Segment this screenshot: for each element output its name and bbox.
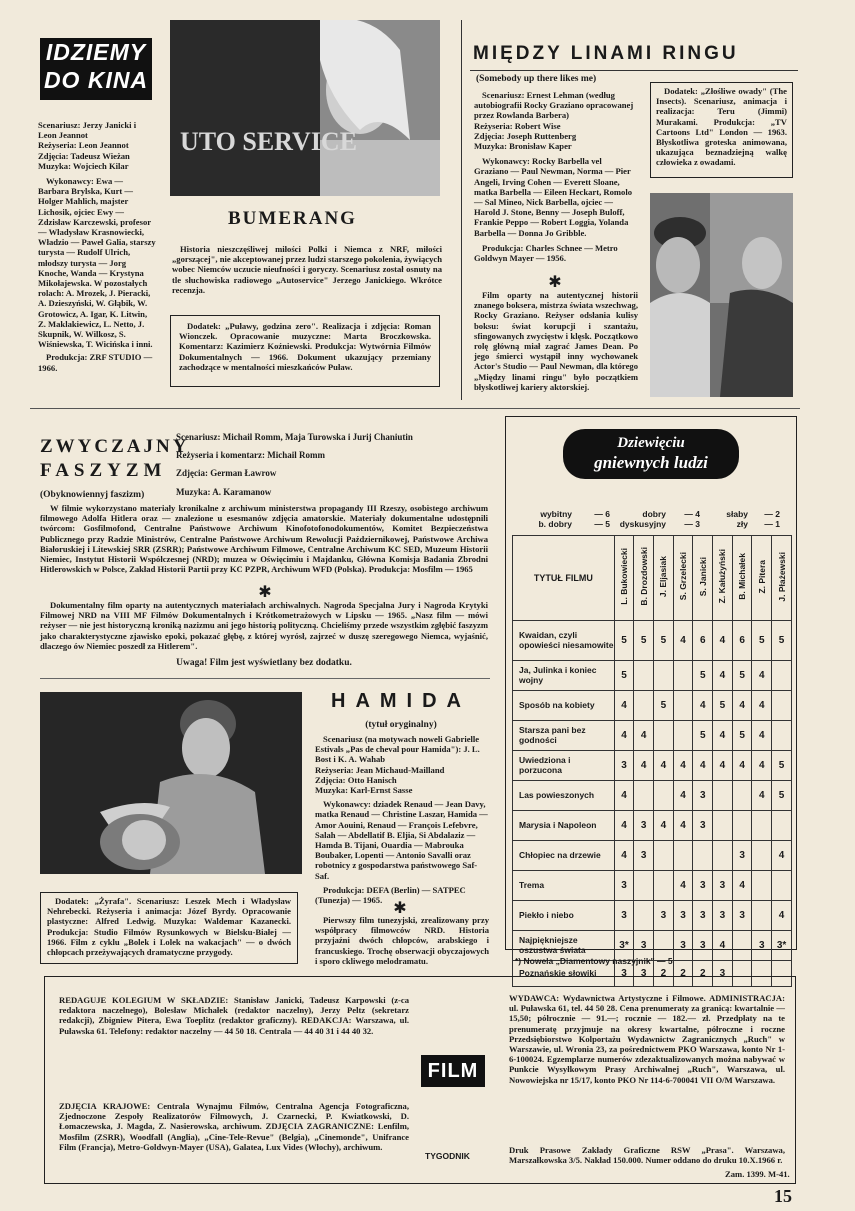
score-cell: 4 [772,901,792,931]
score-cell: 3 [654,901,674,931]
score-cell: 3 [614,751,634,781]
film-title-cell: Najpiękniejsze oszustwa świata [513,931,615,961]
score-cell: 5 [772,751,792,781]
logo-line-2: DO KINA [43,67,149,93]
critic-header [673,536,693,621]
legend-value-number: 2 [775,509,780,519]
hamida-review: Pierwszy film tunezyjski, zrealizowany przy współpracy filmowców NRD. Historia przyjaźni dwóch chłopców, arabskiego i francuskiego. Trochę obserwacji obyczajowych i sporo ckliwego melodramatu. [315,915,489,966]
ratings-body [513,621,792,987]
footer-printer: Druk Prasowe Zakłady Graficzne RSW „Prasa". Warszawa, Marszałkowska 3/5. Nakład 150.000. Numer oddano do druku 10.X.1966 r. [509,1145,785,1166]
footer-photos: ZDJĘCIA KRAJOWE: Centrala Wynajmu Filmów, Centralna Agencja Fotograficzna, Zjednoczone Zespoły Realizatorów Filmowych, J. Czarnecki, P. Kwiatkowski, D. Łomaczewska, J. Magda, Z. Nasierowska, archiwum. ZDJĘCIA ZAGRANICZNE: Lenfilm, Mosfilm (ZSRR), Woodfall (Anglia), „Cine-Tele-Revue" (Belgia), „Cinemonde", Unifrance Film (Francja), Metro-Goldwyn-Mayer (USA), Galatea, Lux Vides (Włochy), archiwum. [59,1101,409,1152]
score-cell [673,691,693,721]
score-cell [752,901,772,931]
score-cell [752,871,772,901]
critic-name: S. Janicki [697,556,708,597]
middle-section-rule [40,678,490,679]
score-cell [634,691,654,721]
score-cell: 4 [614,691,634,721]
score-cell: 3 [732,901,752,931]
ring-credits-column [474,90,638,263]
faszyzm-review: Dokumentalny film oparty na autentycznych materiałach archiwalnych. Nagroda Specjalna Jury i Nagroda Krytyki Filmowej NRD na VIII MF Filmów Dokumentalnych i Krótkometrażowych w Lipsku — 1965. „Nasz film — mówi reżyser — nie jest historyczną kroniką nazizmu ani jego historią polityczną. Chcieliśmy przede wszystkim zgłębić faszyzm jako charakterystyczne zjawisko epoki, pokazać głębę, z której wyrósł, zajrzeć w duszę szeregowego Niemca, wyjaśnić, dlaczego ów Niemiec poszedł za Hitlerem". [40,600,488,651]
score-cell: 4 [772,841,792,871]
score-cell: 2 [673,961,693,987]
ratings-legend [520,509,790,529]
ratings-row [513,871,792,901]
score-cell: 4 [614,841,634,871]
hamida-star: ✱ [393,898,407,917]
score-cell: 3 [752,931,772,961]
ratings-row [513,781,792,811]
score-cell: 4 [654,811,674,841]
score-cell: 5 [654,691,674,721]
footer-box [44,976,796,1184]
score-cell: 4 [693,751,713,781]
legend-row-1 [520,509,790,519]
score-cell [752,811,772,841]
score-cell: 4 [752,691,772,721]
critic-name: Z. Kałużyński [717,549,728,604]
score-cell [673,661,693,691]
ring-credits: Scenariusz: Ernest Lehman (według autobiografii Rocky Graziano opracowanej przez Rowlanda Barbera) Reżyseria: Robert Wise Zdjęcia: Joseph Ruttenberg Muzyka: Bronisław Kaper [474,90,634,152]
score-cell: 4 [654,751,674,781]
bumerang-credits: Scenariusz: Jerzy Janicki i Leon Jeannot Reżyseria: Leon Jeannot Zdjęcia: Tadeusz Wieżan Muzyka: Wojciech Kilar [38,120,137,171]
score-cell [634,661,654,691]
score-cell: 4 [673,871,693,901]
hamida-cast: Wykonawcy: dziadek Renaud — Jean Davy, matka Renaud — Christine Laszar, Hamida — Amor Aouini, Renaud — François Lefebvre, Salah — Abdellatif B. Eljia, Si Abdalaziz — Hamda B. Tijani, Ouardia — Mabrouka Boubaker, Lopenti — Antonio Savalli oraz robotnicy z gospodarstwa państwowego Saf-Saf. [315,799,488,881]
score-cell: 3 [634,811,654,841]
score-cell [772,691,792,721]
faszyzm-body: W filmie wykorzystano materiały kronikalne z archiwum ministerstwa propagandy III Rzeszy, osobistego archiwum filmowego Adolfa Hitlera oraz — znalezione u esesmanów zdjęcia amatorskie. Materiały dokumentalne udostępnili twórcom: Gosfilmofond, Centralne Państwowe Archiwum Kinofotofonodokumentów, Komitet Bezpieczeństwa Publicznego przy Radzie Ministrów, Centralne Państwowe Archiwum Rewolucji Październikowej, Państwowe Archiwa Białoruskiej i Litewskiej SRR (ZSRR); Państwowe Archiwum Filmowe, Centralne Archiwum KC SED, Muzeum Historii Niemiec, Instytut Historii Współczesnej (NRD); muzea w Oświęcimiu i Majdanku, Główna Komisja Badania Zbrodni Hitlerowskich w Polsce, Zakład Historii Partii przy KC PZPR, Archiwum WFD (Polska). Produkcja: Mosfilm — 1965 [40,503,488,575]
score-cell [713,841,733,871]
bumerang-cast: Wykonawcy: Ewa — Barbara Brylska, Kurt — Holger Mahlich, majster Lichosik, ojciec Ewy — Zdzisław Karczewski, profesor — Władysław Krasnowiecki, Władzio — Paweł Galia, starszy turysta — Rudolf Ulrich, młodszy turysta — Jorg Knoche, Wanda — Krystyna Mikołajewska. W pozostałych rolach: A. Mrozek, J. Pieracki, A. Dzieszyński, W. Głąbik, W. Grotowicz, A. Igar, K. Litwin, Z. Maklakiewicz, L. Netto, J. Skupnik, W. Wilkosz, S. Wiśniewska, T. Wicińska i inni. [38,176,156,350]
score-cell: 5 [654,621,674,661]
ratings-table [512,535,792,987]
legend-value-number: 1 [775,519,780,529]
legend-value-number: 3 [695,519,700,529]
ratings-row [513,901,792,931]
score-cell: 4 [614,721,634,751]
bumerang-credits-column [38,120,156,373]
film-title-cell: Las powieszonych [513,781,615,811]
score-cell: 4 [713,751,733,781]
critic-name: B. Michałek [737,553,748,600]
hamida-production: Produkcja: DEFA (Berlin) — SATPEC (Tunezja) — 1965. [315,884,466,906]
bumerang-photo [170,20,440,196]
score-cell: 4 [634,721,654,751]
hamida-title: HAMIDA [331,690,471,712]
score-cell: 3 [713,961,733,987]
score-cell: 4 [713,931,733,961]
score-cell [634,901,654,931]
logo-line-1: IDZIEMY [45,39,147,65]
ring-photo [650,193,793,397]
score-cell: 4 [614,811,634,841]
score-cell: 4 [752,721,772,751]
legend-value: — 4 [684,509,700,519]
score-cell: 5 [693,721,713,751]
score-cell: 4 [732,871,752,901]
score-cell: 4 [752,781,772,811]
score-cell [673,841,693,871]
score-cell: 4 [673,751,693,781]
critic-header [654,536,674,621]
faszyzm-credit-1: Scenariusz: Michail Romm, Maja Turowska i Jurij Chaniutin [176,432,413,442]
critic-name: L. Bukowiecki [619,548,630,605]
score-cell: 3 [673,901,693,931]
photo-sign-text: UTO SERVICE [180,127,358,156]
score-cell: 4 [752,751,772,781]
ratings-row [513,841,792,871]
legend-value-number: 5 [605,519,610,529]
faszyzm-credit-3: Zdjęcia: German Ławrow [176,468,277,479]
score-cell: 4 [634,751,654,781]
score-cell [752,841,772,871]
faszyzm-title-1: ZWYCZAJNY [40,436,190,457]
ratings-title-line-2: gniewnych ludzi [594,453,708,472]
score-cell [772,811,792,841]
legend-row-2 [520,519,790,529]
film-title-cell: Sposób na kobiety [513,691,615,721]
ring-extra-box [650,82,793,178]
score-cell: 4 [614,781,634,811]
score-cell: 3 [693,901,713,931]
page-number: 15 [774,1186,792,1206]
ratings-row [513,621,792,661]
bumerang-photo-image [170,20,440,196]
faszyzm-credits [176,432,496,497]
score-cell: 4 [673,811,693,841]
ratings-footnote: *) Nowela „Diamentowy naszyjnik" — 5 [515,956,673,966]
score-cell: 3 [713,871,733,901]
legend-value-number: 6 [605,509,610,519]
score-cell: 3 [614,871,634,901]
score-cell: 5 [732,721,752,751]
score-cell [654,841,674,871]
legend-label: dobry [642,509,666,519]
score-cell: 5 [732,661,752,691]
film-title-cell: Chłopiec na drzewie [513,841,615,871]
top-section-rule [30,408,800,409]
critic-header [713,536,733,621]
film-logo [421,1055,485,1087]
score-cell: 3 [634,931,654,961]
hamida-credits-column [315,734,489,905]
score-cell [772,871,792,901]
score-cell: 3 [732,841,752,871]
legend-label: słaby [726,509,748,519]
score-cell: 5 [614,621,634,661]
score-cell: 2 [654,961,674,987]
film-title-cell: Starsza pani bez godności [513,721,615,751]
score-cell: 4 [713,661,733,691]
score-cell: 5 [713,691,733,721]
score-cell: 4 [752,661,772,691]
score-cell: 4 [713,621,733,661]
film-title-cell: Marysia i Napoleon [513,811,615,841]
ratings-title-badge [563,429,739,479]
ring-extra-text: Dodatek: „Złośliwe owady" (The Insects). Scenariusz, animacja i realizacja: Teru (Jimmi) Murakami. Produkcja: „TV Cartoons Ltd" London — 1963. Błyskotliwa groteska animowana, ukazująca beznadziejną walkę człowieka z owadami. [656,86,787,168]
score-cell: 3 [693,781,713,811]
score-cell [772,661,792,691]
score-cell [654,871,674,901]
score-cell: 6 [732,621,752,661]
footer-publisher: WYDAWCA: Wydawnictwa Artystyczne i Filmowe. ADMINISTRACJA: ul. Puławska 61, tel. 44 50 28. Cena prenumeraty za granicą: kwartalnie — 15,50; półrocznie — 91.—; rocznie — 182.— zł. Przedpłaty na te prenumeratę przyjmuje na okresy kwartalne, półroczne i roczne Przedsiębiorstwo Kolportażu Wydawnictw Zagranicznych „Ruch" w Warszawie, ul. Wronia 23, za pośrednictwem PKO Warszawa, konto Nr 1-6-100024. Egzemplarze numerów zdezaktualizowanych można nabywać w Punkcie Wysyłkowym Prasy Archiwalnej „Ruch", Warszawa, ul. Nowowiejska nr 15/17, konto PKO Nr 114-6-700041 VII O/M Warszawa. [509,993,785,1085]
faszyzm-credit-2: Reżyseria i komentarz: Michail Romm [176,450,325,461]
score-cell: 3 [614,901,634,931]
ratings-row [513,721,792,751]
footer-order: Zam. 1399. M-41. [725,1169,790,1179]
score-cell: 3 [614,961,634,987]
score-cell: 4 [713,721,733,751]
ratings-row [513,661,792,691]
score-cell: 3 [693,871,713,901]
score-cell: 3* [614,931,634,961]
score-cell [713,811,733,841]
ratings-row [513,751,792,781]
bumerang-extra-text: Dodatek: „Puławy, godzina zero". Realizacja i zdjęcia: Roman Wionczek. Opracowanie muzyczne: Marta Broczkowska. Komentarz: Kazimierz Koźniewski. Produkcja: Wytwórnia Filmów Dokumentalnych — 1966. Dokument ukazujący przemiany zachodzące w mentalności mieszkańców Puław. [179,321,431,372]
score-cell [654,721,674,751]
faszyzm-title-2: FASZYZM [40,460,167,481]
ratings-row [513,691,792,721]
bumerang-production: Produkcja: ZRF STUDIO — 1966. [38,352,153,373]
hamida-photo [40,692,302,874]
score-cell [713,781,733,811]
faszyzm-subtitle: (Obyknowiennyj faszizm) [40,490,145,500]
score-cell: 3 [634,961,654,987]
critic-name: J. Eljasiak [658,555,669,598]
score-cell: 3 [693,931,713,961]
score-cell: 4 [693,691,713,721]
critic-header [614,536,634,621]
hamida-extra-box [40,892,298,964]
section-logo [40,38,152,100]
film-title-cell: Trema [513,871,615,901]
score-cell: 4 [673,621,693,661]
ring-production: Produkcja: Charles Schnee — Metro Goldwyn Mayer — 1956. [474,242,618,264]
hamida-photo-image [40,692,302,874]
score-cell: 3 [713,901,733,931]
legend-label: zły [736,519,748,529]
legend-value: — 3 [684,519,700,529]
score-cell: 4 [673,781,693,811]
critic-header [693,536,713,621]
critic-name: S. Grzelecki [678,552,689,601]
ring-subtitle: (Somebody up there likes me) [476,74,597,84]
score-cell: 5 [772,621,792,661]
film-logo-text: FILM [427,1060,479,1082]
film-title-cell: Uwiedziona i porzucona [513,751,615,781]
score-cell: 5 [634,621,654,661]
critic-name: J. Płażewski [776,551,787,602]
legend-value: — 1 [764,519,780,529]
score-cell [654,781,674,811]
ratings-title-header: TYTUŁ FILMU [513,536,615,621]
hamida-subtitle: (tytuł oryginalny) [365,720,437,730]
bumerang-title: BUMERANG [228,208,357,229]
tygodnik-label: TYGODNIK [425,1151,470,1161]
bumerang-synopsis: Historia nieszczęśliwej miłości Polki i Niemca z NRF, miłości „gorszącej", nie akceptowanej przez ludzi starszego pokolenia, żywiących wobec Niemców uczucie nieufności i goryczy. Scenariusz został osnuty na tle słuchowiska radiowego „Autoservice" Jerzego Janickiego. Wkrótce recenzja. [172,244,442,295]
score-cell: 5 [772,781,792,811]
score-cell: 3 [693,811,713,841]
ratings-title-line-1: Dziewięciu [617,435,685,451]
critic-name: B. Drozdowski [638,547,649,606]
legend-value: — 2 [764,509,780,519]
critic-header [732,536,752,621]
hamida-extra-text: Dodatek: „Żyrafa". Scenariusz: Leszek Mech i Władysław Nehrebecki. Reżyseria i animacja: Józef Byrdy. Opracowanie plastyczne: Alfred Ledwig. Muzyka: Waldemar Kazanecki. Produkcja: Studio Filmów Rysunkowych w Bielsku-Białej — 1966. Film z cyklu „Bolek i Lolek na wakacjach" — o dwóch chłopcach przeżywających dramatyczne przygody. [47,896,291,958]
bumerang-extra-box [170,315,440,387]
score-cell: 5 [752,621,772,661]
score-cell [634,781,654,811]
score-cell: 2 [693,961,713,987]
score-cell: 3 [673,931,693,961]
footer-editorial: REDAGUJE KOLEGIUM W SKŁADZIE: Stanisław Janicki, Tadeusz Karpowski (z-ca redaktora naczelnego), Bolesław Michałek (redaktor naczelny), Jerzy Peltz (sekretarz redakcji), Zbigniew Pitera, Ewa Toeplitz (redaktor graficzny). REDAKCJA: Warszawa, ul. Puławska 61. Telefony: redaktor naczelny — 44 50 18. Centrala — 44 40 31 i 44 40 32. [59,995,409,1036]
critic-header [634,536,654,621]
film-title-cell: Poznańskie słowiki [513,961,615,987]
ring-review: Film oparty na autentycznej historii znanego boksera, mistrza świata wszechwag, Rocky Graziano. Reżyser odsłania kulisy boksu: świat korupcji i szantażu, sfingowanych zwycięstw i klęsk. Początkowo rolę główną miał zagrać James Dean. Po jego śmierci wystąpił inny wychowanek Actor's Studio — Paul Newman, dla którego „Między linami ringu" było początkiem błyskotliwej kariery aktorskiej. [474,290,638,392]
score-cell: 4 [732,751,752,781]
score-cell [732,811,752,841]
faszyzm-credit-4: Muzyka: A. Karamanow [176,486,272,497]
legend-label: dyskusyjny [619,519,666,529]
score-cell [693,841,713,871]
hamida-credits: Scenariusz (na motywach noweli Gabrielle Estivals „Pas de cheval pour Hamida"): J. L. Bost i K. A. Wahab Reżyseria: Jean Michaud-Mailland Zdjęcia: Otto Hanisch Muzyka: Karl-Ernst Sasse [315,734,480,796]
critic-header [772,536,792,621]
legend-value: — 5 [594,519,610,529]
score-cell [732,931,752,961]
film-title-cell: Piekło i niebo [513,901,615,931]
ratings-row [513,811,792,841]
film-title-cell: Ja, Julinka i koniec wojny [513,661,615,691]
ratings-header-row [513,536,792,621]
ring-title: MIĘDZY LINAMI RINGU [473,43,739,64]
legend-label: wybitny [540,509,572,519]
ring-star: ✱ [548,272,562,291]
ring-title-rule [470,70,798,71]
score-cell: 3 [634,841,654,871]
score-cell [654,661,674,691]
score-cell: 3* [772,931,792,961]
score-cell [772,721,792,751]
film-title-cell: Kwaidan, czyli opowieści niesamowite [513,621,615,661]
legend-value: — 6 [594,509,610,519]
score-cell: 5 [693,661,713,691]
ring-cast: Wykonawcy: Rocky Barbella vel Graziano — Paul Newman, Norma — Pier Angeli, Irving Cohen — Everett Sloane, matka Barbella — Eileen Heckart, Romolo — Sal Mineo, Nick Barbella, ojciec — Harold J. Stone, Benny — Joseph Buloff, Frankie Peppo — Robert Loggia, Yolanda Barbella — Donna Jo Gribble. [474,156,633,238]
score-cell [634,871,654,901]
column-divider [461,20,462,400]
critic-name: Z. Pitera [756,559,767,594]
score-cell [673,721,693,751]
faszyzm-star: ✱ [258,582,272,601]
score-cell: 5 [614,661,634,691]
score-cell [732,781,752,811]
legend-label: b. dobry [538,519,572,529]
faszyzm-note: Uwaga! Film jest wyświetlany bez dodatku. [176,658,352,668]
score-cell: 4 [732,691,752,721]
score-cell: 6 [693,621,713,661]
ring-photo-image [650,193,793,397]
critic-header [752,536,772,621]
legend-value-number: 4 [695,509,700,519]
